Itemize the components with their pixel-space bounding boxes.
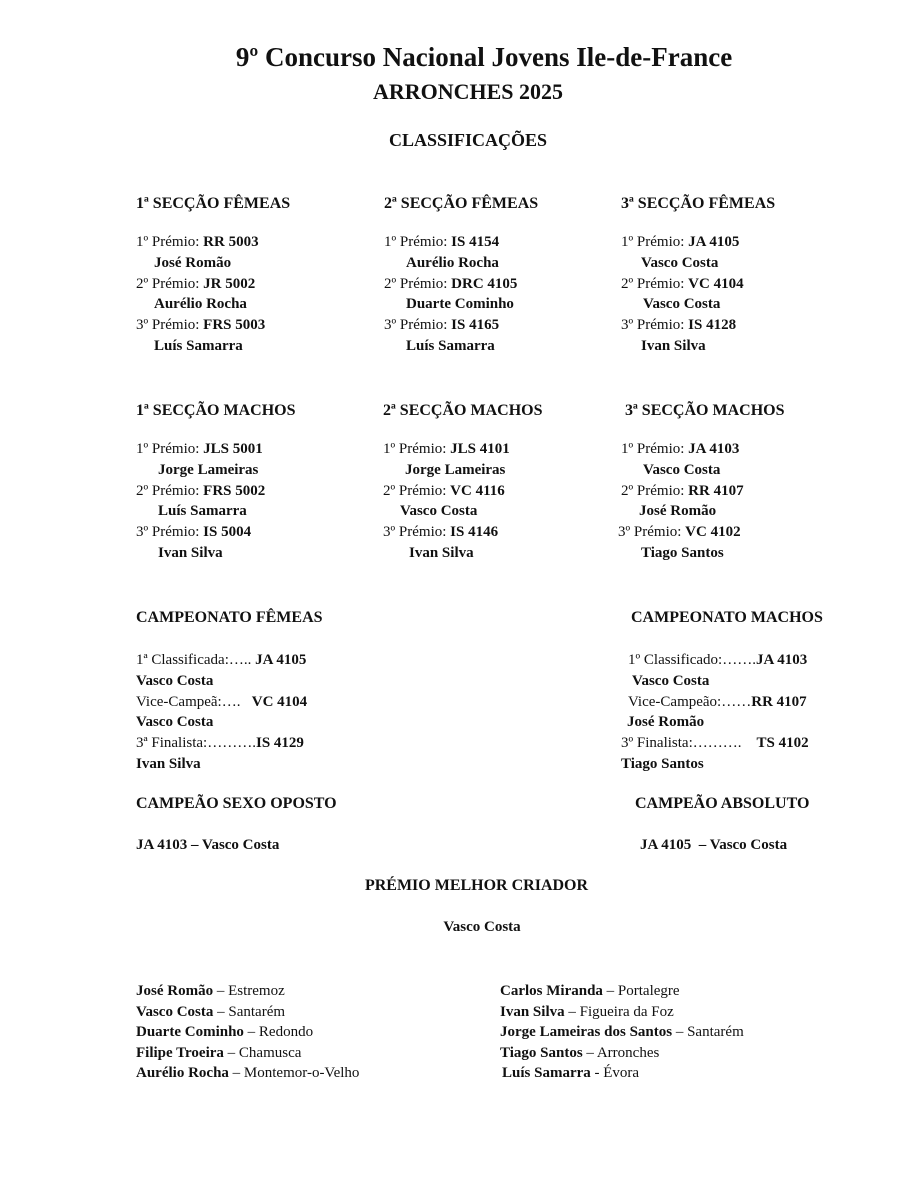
breeder-name: Luís Samarra	[154, 337, 243, 354]
animal-code: JA 4105	[688, 234, 740, 250]
animal-code: FRS 5002	[203, 482, 266, 499]
animal-code: JA 4105	[255, 652, 307, 668]
breeder-name: José Romão	[154, 254, 232, 271]
prize-row: 2º Prémio: RR 4107	[621, 482, 744, 499]
breeder-name: Vasco Costa	[400, 503, 478, 520]
document-subtitle: ARRONCHES 2025	[372, 79, 564, 104]
list-item	[136, 1043, 359, 1064]
campeonato-machos-list	[621, 650, 809, 775]
member-place: – Portalegre	[602, 983, 680, 999]
animal-code: VC 4116	[450, 482, 505, 499]
section-heading: 3ª SECÇÃO FÊMEAS	[621, 195, 776, 212]
breeder-name: Tiago Santos	[641, 544, 724, 561]
list-item	[500, 1043, 744, 1064]
prize-row: 1º Prémio: JLS 5001	[136, 441, 263, 457]
member-place: – Figueira da Foz	[564, 1003, 674, 1020]
breeder-name: Jorge Lameiras	[405, 461, 506, 478]
member-place: – Montemor-o-Velho	[228, 1065, 360, 1082]
member-name: Luís Samarra	[502, 1065, 591, 1082]
animal-code: JA 4103	[755, 652, 808, 668]
member-name: Ivan Silva	[500, 1003, 565, 1020]
campeonato-machos-heading: CAMPEONATO MACHOS	[631, 609, 823, 626]
machos-section-1	[136, 402, 295, 564]
femeas-section-3	[621, 195, 775, 357]
champion-row: 3ª Finalista:……….IS 4129	[136, 735, 304, 752]
member-name: José Romão	[136, 983, 214, 999]
breeder-name: Luís Samarra	[158, 503, 247, 520]
animal-code: DRC 4105	[451, 275, 518, 292]
animal-code: JR 5002	[203, 275, 256, 292]
animal-code: TS 4102	[756, 735, 809, 752]
prize-row: 3º Prémio: IS 4146	[383, 524, 499, 541]
animal-code: RR 5003	[203, 234, 259, 250]
list-item	[500, 981, 744, 1002]
breeder-name: Vasco Costa	[643, 461, 721, 478]
prize-row: 3º Prémio: IS 4165	[384, 317, 500, 334]
breeder-name: Ivan Silva	[409, 544, 474, 561]
section-heading: 3ª SECÇÃO MACHOS	[625, 402, 785, 419]
member-place: – Estremoz	[213, 983, 285, 999]
champion-row: 1º Classificado:…….JA 4103	[628, 652, 808, 668]
prize-row: 2º Prémio: VC 4104	[621, 275, 744, 292]
animal-code: JLS 4101	[450, 441, 510, 457]
prize-row: 3º Prémio: FRS 5003	[136, 317, 266, 334]
animal-code: JA 4103	[688, 441, 740, 457]
section-heading: 2ª SECÇÃO MACHOS	[383, 402, 543, 419]
member-name: Duarte Cominho	[136, 1024, 244, 1041]
prize-row: 1º Prémio: JA 4105	[621, 234, 740, 250]
prize-row: 2º Prémio: DRC 4105	[384, 275, 518, 292]
animal-code: IS 4165	[451, 317, 500, 334]
breeder-name: José Romão	[627, 714, 705, 731]
list-item	[500, 1002, 744, 1023]
breeder-name: Vasco Costa	[632, 672, 710, 689]
animal-code: FRS 5003	[203, 317, 266, 334]
prize-row: 1º Prémio: JA 4103	[621, 441, 740, 457]
list-item	[500, 1022, 744, 1043]
breeder-name: José Romão	[639, 503, 717, 520]
absoluto-heading: CAMPEÃO ABSOLUTO	[635, 795, 810, 812]
prize-row: 1º Prémio: RR 5003	[136, 234, 259, 250]
breeder-name: Vasco Costa	[643, 296, 721, 313]
member-name: Vasco Costa	[136, 1003, 214, 1020]
prize-row: 1º Prémio: JLS 4101	[383, 441, 510, 457]
prize-row: 2º Prémio: VC 4116	[383, 482, 505, 499]
breeder-name: Jorge Lameiras	[158, 461, 259, 478]
machos-section-2	[383, 402, 542, 564]
prize-row: 2º Prémio: FRS 5002	[136, 482, 266, 499]
prize-row: 3º Prémio: IS 4128	[621, 317, 737, 334]
prize-row: 2º Prémio: JR 5002	[136, 275, 256, 292]
prize-row: 3º Prémio: IS 5004	[136, 524, 252, 541]
champion-row: Vice-Campeã:…. VC 4104	[136, 693, 308, 710]
animal-code: IS 4146	[450, 524, 499, 541]
list-item	[136, 1002, 359, 1023]
campeonato-femeas-list	[136, 650, 307, 775]
list-item	[136, 981, 359, 1002]
breeder-name: Duarte Cominho	[406, 296, 514, 313]
members-list-left	[136, 981, 359, 1084]
breeder-name: Ivan Silva	[158, 544, 223, 561]
absoluto-value: JA 4105 – Vasco Costa	[640, 837, 788, 853]
member-place: – Santarém	[672, 1024, 744, 1041]
section-heading: 1ª SECÇÃO MACHOS	[136, 402, 296, 419]
animal-code: VC 4102	[685, 524, 741, 541]
breeder-name: Aurélio Rocha	[406, 254, 499, 271]
animal-code: VC 4104	[688, 275, 744, 292]
breeder-name: Ivan Silva	[641, 337, 706, 354]
breeder-name: Tiago Santos	[621, 755, 704, 772]
campeonato-femeas-heading: CAMPEONATO FÊMEAS	[136, 609, 323, 626]
breeder-name: Luís Samarra	[406, 337, 495, 354]
champion-row: 3º Finalista:………. TS 4102	[621, 735, 809, 752]
breeder-name: Vasco Costa	[641, 254, 719, 271]
animal-code: IS 4128	[688, 317, 737, 334]
member-name: Filipe Troeira	[136, 1044, 224, 1061]
melhor-criador-heading: PRÉMIO MELHOR CRIADOR	[364, 877, 589, 894]
animal-code: IS 4129	[255, 735, 304, 752]
animal-code: IS 4154	[451, 234, 500, 250]
member-name: Aurélio Rocha	[136, 1065, 229, 1082]
champion-row: Vice-Campeão:……RR 4107	[628, 693, 807, 710]
section-heading: 1ª SECÇÃO FÊMEAS	[136, 195, 291, 212]
section-heading: 2ª SECÇÃO FÊMEAS	[384, 195, 539, 212]
prize-row: 1º Prémio: IS 4154	[384, 234, 500, 250]
breeder-name: Vasco Costa	[136, 714, 214, 731]
list-item	[136, 1063, 359, 1084]
member-place: – Arronches	[582, 1044, 660, 1061]
list-item	[136, 1022, 359, 1043]
breeder-name: Vasco Costa	[136, 672, 214, 689]
animal-code: RR 4107	[688, 482, 744, 499]
femeas-section-2	[384, 195, 538, 357]
sexo-oposto-value: JA 4103 – Vasco Costa	[136, 837, 280, 853]
member-name: Carlos Miranda	[500, 983, 603, 999]
prize-row: 3º Prémio: VC 4102	[618, 524, 741, 541]
machos-section-3	[618, 402, 785, 564]
member-place: – Redondo	[243, 1024, 314, 1041]
femeas-section-1	[136, 195, 290, 357]
members-list-right	[500, 981, 744, 1084]
breeder-name: Aurélio Rocha	[154, 296, 247, 313]
champion-row: 1ª Classificada:….. JA 4105	[136, 652, 307, 668]
animal-code: JLS 5001	[203, 441, 263, 457]
document-title: 9º Concurso Nacional Jovens Ile-de-France	[235, 42, 733, 72]
breeder-name: Ivan Silva	[136, 755, 201, 772]
member-place: – Santarém	[213, 1003, 286, 1020]
member-name: Jorge Lameiras dos Santos	[500, 1024, 673, 1041]
list-item	[500, 1063, 744, 1084]
classificacoes-heading: CLASSIFICAÇÕES	[388, 130, 548, 150]
sexo-oposto-heading: CAMPEÃO SEXO OPOSTO	[136, 795, 337, 812]
animal-code: RR 4107	[751, 693, 807, 710]
melhor-criador-value: Vasco Costa	[443, 919, 521, 935]
member-place: - Évora	[590, 1065, 640, 1082]
animal-code: VC 4104	[251, 693, 308, 710]
member-name: Tiago Santos	[500, 1044, 583, 1061]
member-place: – Chamusca	[223, 1044, 302, 1061]
animal-code: IS 5004	[203, 524, 252, 541]
